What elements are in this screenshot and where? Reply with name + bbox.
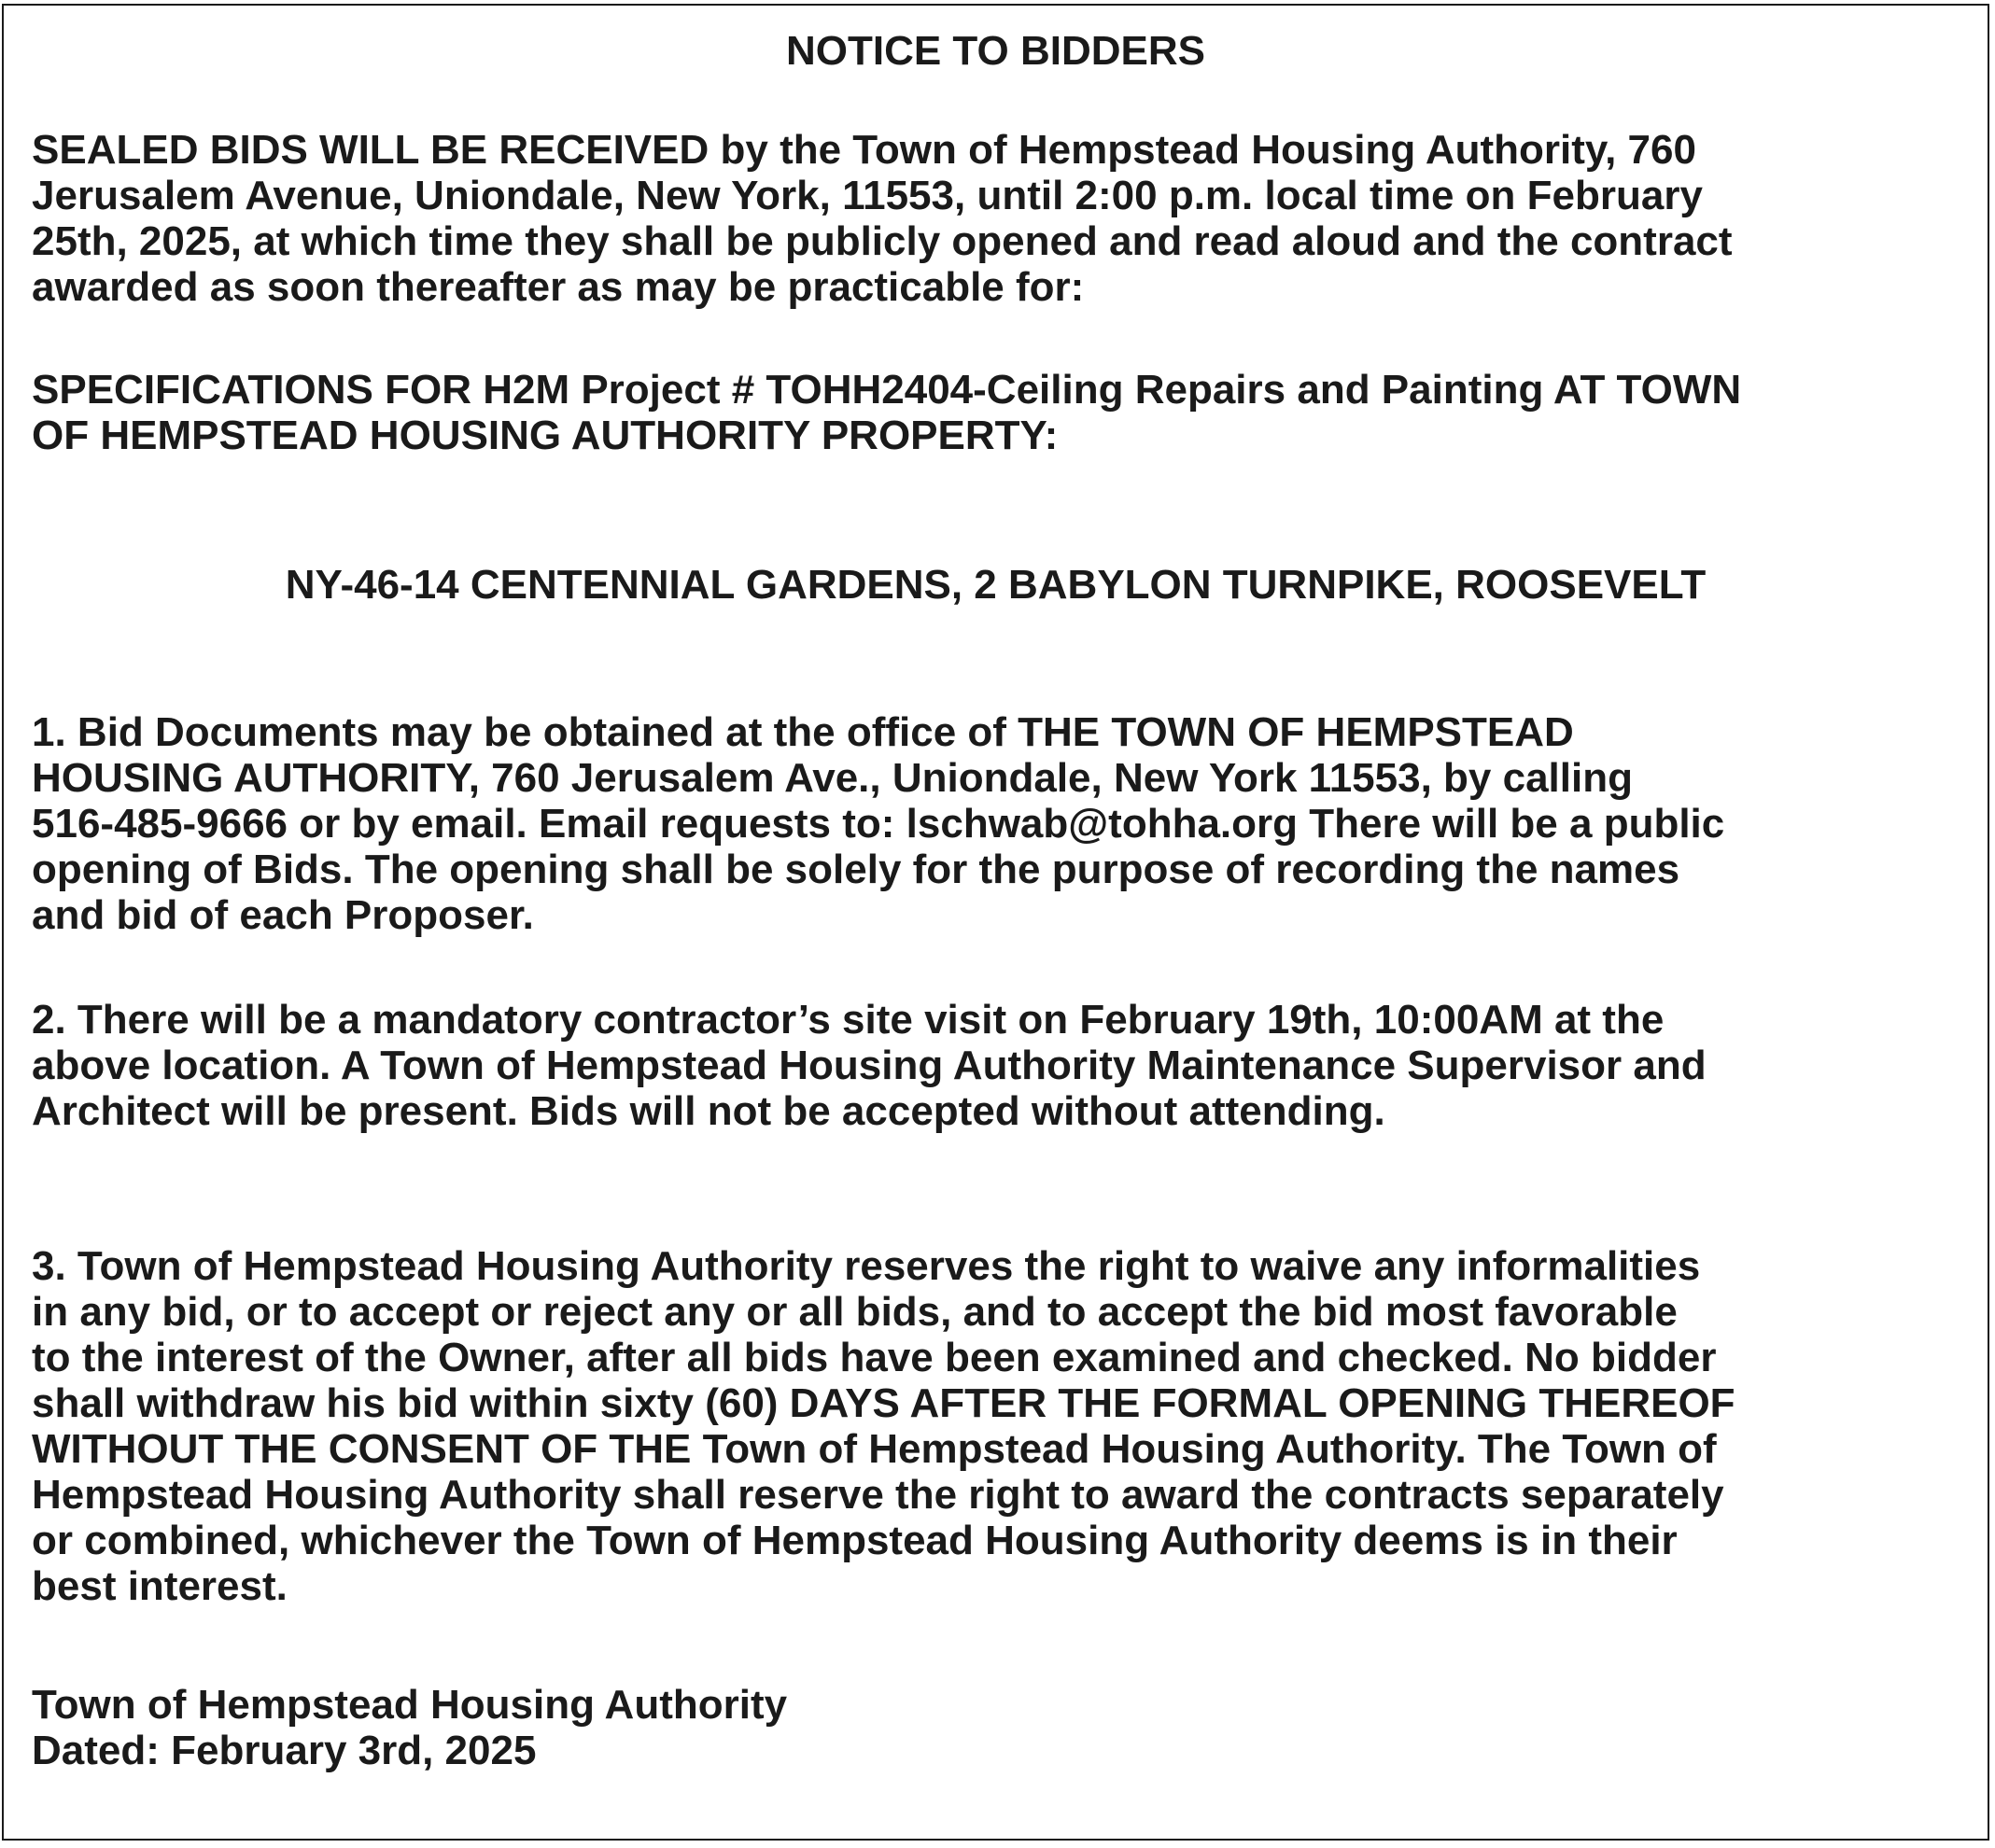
signature-organization: Town of Hempstead Housing Authority: [32, 1682, 788, 1728]
item-1-line: opening of Bids. The opening shall be solely for the purpose of recording the names: [32, 847, 1680, 892]
specifications-paragraph: [32, 367, 1978, 458]
item-3-line: WITHOUT THE CONSENT OF THE Town of Hempstead Housing Authority. The Town of: [32, 1426, 1717, 1472]
item-1-line: and bid of each Proposer.: [32, 892, 534, 938]
item-3-line: shall withdraw his bid within sixty (60) DAYS AFTER THE FORMAL OPENING THEREOF: [32, 1380, 1735, 1426]
item-3-line: or combined, whichever the Town of Hempstead Housing Authority deems is in their: [32, 1518, 1678, 1563]
item-2-line: above location. A Town of Hempstead Housing Authority Maintenance Supervisor and: [32, 1043, 1707, 1088]
signature-date: Dated: February 3rd, 2025: [32, 1728, 537, 1773]
intro-paragraph: [32, 127, 1978, 310]
property-line: [0, 562, 1991, 608]
specifications-line: OF HEMPSTEAD HOUSING AUTHORITY PROPERTY:: [32, 413, 1059, 458]
item-1-paragraph: [32, 709, 1978, 938]
item-1-line: 1. Bid Documents may be obtained at the office of THE TOWN OF HEMPSTEAD: [32, 709, 1574, 755]
item-3-line: to the interest of the Owner, after all bids have been examined and checked. No bidder: [32, 1335, 1717, 1380]
property-text: NY-46-14 CENTENNIAL GARDENS, 2 BABYLON TURNPIKE, ROOSEVELT: [285, 562, 1707, 608]
item-3-paragraph: [32, 1243, 1978, 1609]
item-2-paragraph: [32, 997, 1978, 1134]
intro-line: awarded as soon thereafter as may be practicable for:: [32, 264, 1085, 310]
item-1-line: HOUSING AUTHORITY, 760 Jerusalem Ave., Uniondale, New York 11553, by calling: [32, 755, 1633, 801]
signature-block: [32, 1682, 1978, 1773]
notice-title: [0, 28, 1991, 74]
item-2-line: 2. There will be a mandatory contractor’s site visit on February 19th, 10:00AM at the: [32, 997, 1665, 1043]
item-3-line: in any bid, or to accept or reject any or all bids, and to accept the bid most favorable: [32, 1289, 1678, 1335]
item-1-line: 516-485-9666 or by email. Email requests to: lschwab@tohha.org There will be a public: [32, 801, 1725, 847]
item-3-line: best interest.: [32, 1563, 288, 1609]
item-3-line: 3. Town of Hempstead Housing Authority reserves the right to waive any informalities: [32, 1243, 1701, 1289]
intro-line: Jerusalem Avenue, Uniondale, New York, 11553, until 2:00 p.m. local time on February: [32, 173, 1703, 218]
item-3-line: Hempstead Housing Authority shall reserve the right to award the contracts separately: [32, 1472, 1724, 1518]
intro-line: 25th, 2025, at which time they shall be publicly opened and read aloud and the contract: [32, 218, 1733, 264]
specifications-line: SPECIFICATIONS FOR H2M Project # TOHH2404-Ceiling Repairs and Painting AT TOWN: [32, 367, 1742, 413]
title-line: NOTICE TO BIDDERS: [785, 28, 1205, 74]
item-2-line: Architect will be present. Bids will not be accepted without attending.: [32, 1088, 1385, 1134]
intro-line: SEALED BIDS WILL BE RECEIVED by the Town of Hempstead Housing Authority, 760: [32, 127, 1696, 173]
